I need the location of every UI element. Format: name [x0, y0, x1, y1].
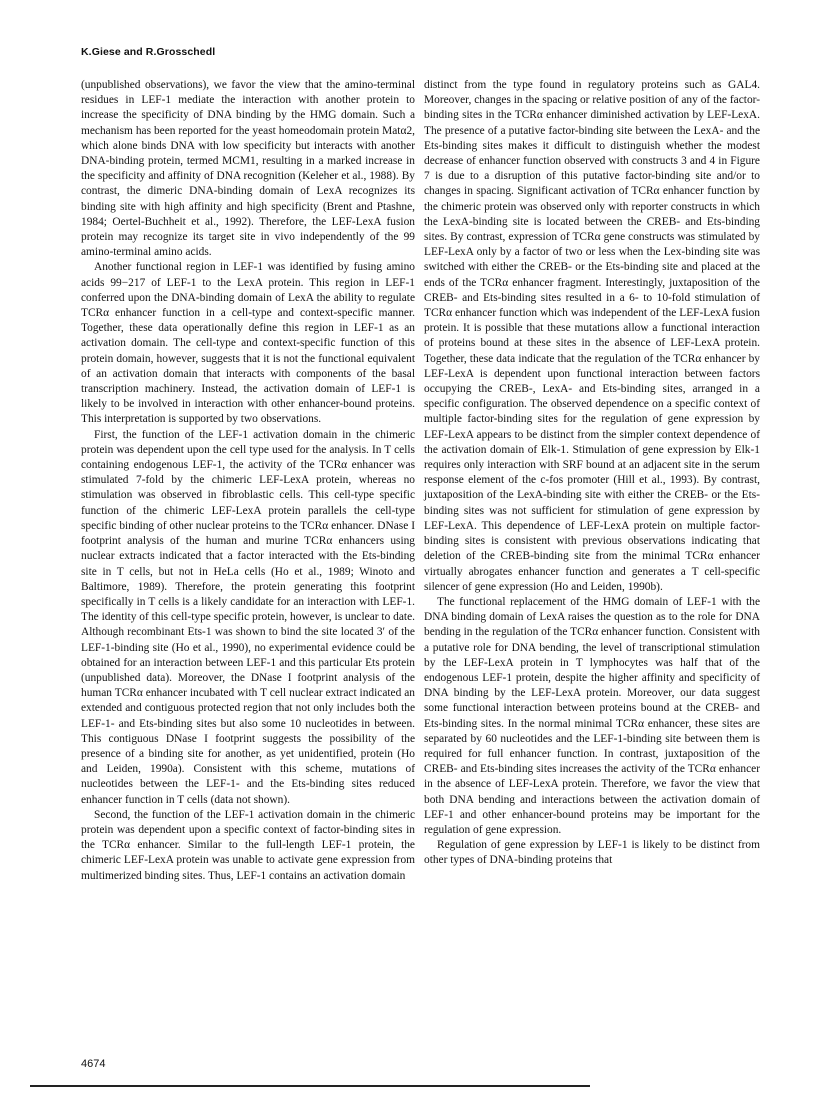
paragraph: First, the function of the LEF-1 activation domain in the chimeric protein was dependent upon the cell type used for the analysis. In T cells containing endogenous LEF-1, the activity of the TCRα enhancer was stimulated 7-fold by the chimeric LEF-LexA protein, whereas no stimulation was observed in fibroblastic cells. This cell-type specific function of the chimeric LEF-LexA protein parallels the cell-type specific binding of other nuclear proteins to the TCRα enhancer. DNase I footprint analysis of the human and murine TCRα enhancers using nuclear extracts indicated that a factor interacted with the Ets-binding site in T cells, but not in HeLa cells (Ho et al., 1989; Winoto and Baltimore, 1989). Therefore, the protein generating this footprint specifically in T cells is a likely candidate for an interaction with LEF-1. The identity of this cell-type specific protein, however, is unclear to date. Although recombinant Ets-1 was shown to bind the site located 3′ of the LEF-1-binding site (Ho et al., 1990), no experimental evidence could be obtained for an interaction between LEF-1 and this particular Ets protein (unpublished data). Moreover, the DNase I footprint analysis of the human TCRα enhancer incubated with T cell nuclear extract indicated an extended and contiguous protected region that not only includes both the LEF-1- and Ets-binding sites but also some 10 nucleotides in between. This contiguous DNase I footprint suggests the possibility of the presence of a binding site for another, as yet unidentified, protein (Ho and Leiden, 1990a). Consistent with this scheme, mutations of nucleotides between the LEF-1- and the Ets-binding sites reduced enhancer function in T cells (data not shown).: [81, 428, 415, 806]
running-header: K.Giese and R.Grosschedl: [81, 46, 216, 58]
footer-rule: [30, 1085, 590, 1087]
paragraph: (unpublished observations), we favor the view that the amino-terminal residues in LEF-1 mediate the interaction with another protein to increase the specificity of DNA binding by the HMG domain. Such a mechanism has been reported for the yeast homeodomain protein Matα2, which alone binds DNA with low specificity but interacts with another DNA-binding protein, termed MCM1, resulting in a marked increase in the specificity and affinity of DNA recognition (Keleher et al., 1988). By contrast, the dimeric DNA-binding domain of LexA recognizes its binding site with high affinity and high specificity (Brent and Ptashne, 1984; Oertel-Buchheit et al., 1992). Therefore, the LEF-LexA fusion protein may recognize its target site in vivo independently of the 99 amino-terminal amino acids.: [81, 79, 415, 259]
paragraph: Second, the function of the LEF-1 activation domain in the chimeric protein was dependent upon a specific context of factor-binding sites in the TCRα enhancer. Similar to the full-length LEF-1 protein, the chimeric LEF-LexA protein was unable to activate gene expression from multimerized binding sites. Thus, LEF-1 contains an activation domain: [81, 808, 415, 882]
page-number: 4674: [81, 1058, 106, 1070]
left-column: [81, 78, 415, 884]
paragraph: Regulation of gene expression by LEF-1 is likely to be distinct from other types of DNA-binding proteins that: [424, 839, 760, 867]
right-column: [424, 78, 760, 869]
paragraph: The functional replacement of the HMG domain of LEF-1 with the DNA binding domain of LexA raises the question as to the role for DNA bending in the regulation of the TCRα enhancer function. Consistent with a putative role for DNA bending, the level of transcriptional stimulation by the LEF-LexA protein in T lymphocytes was half that of the endogenous LEF-1 protein, despite the higher affinity and specificity of DNA binding by the LEF-LexA protein. Moreover, our data suggest some functional interaction between proteins bound at the CREB- and Ets-binding sites. In the normal minimal TCRα enhancer, these sites are separated by 60 nucleotides and the LEF-1-binding site between them is required for full enhancer function. In contrast, juxtaposition of the CREB- and Ets-binding sites increases the activity of the TCRα enhancer in the absence of LEF-LexA protein. Therefore, we favor the view that both DNA bending and interactions between the activation domain of LEF-1 and other enhancer-bound proteins may be important for the regulation of gene expression.: [424, 595, 760, 836]
paragraph: Another functional region in LEF-1 was identified by fusing amino acids 99−217 of LEF-1 to the LexA protein. This region in LEF-1 conferred upon the DNA-binding domain of LexA the ability to regulate TCRα enhancer function in a cell-type and context-specific manner. Together, these data operationally define this region in LEF-1 as an activation domain. The cell-type and context-specific function of this protein domain, however, suggests that it is not the functional equivalent of an activation domain that interacts with components of the basal transcription machinery. Instead, the activation domain of LEF-1 is likely to be involved in interaction with other enhancer-bound proteins. This interpretation is supported by two observations.: [81, 261, 415, 426]
paragraph: distinct from the type found in regulatory proteins such as GAL4. Moreover, changes in the spacing or relative position of any of the factor-binding sites in the TCRα enhancer diminished activation by LEF-LexA. The presence of a putative factor-binding site between the LexA- and the Ets-binding sites makes it difficult to distinguish whether the modest decrease of enhancer function observed with constructs 3 and 4 in Figure 7 is due to a disruption of this putative factor-binding site and/or to changes in spacing. Significant activation of TCRα enhancer function by the chimeric protein was observed only with reporter constructs in which the LexA-binding site is located between the CREB- and Ets-binding sites. By contrast, expression of TCRα gene constructs was stimulated by LEF-LexA only by a factor of two or less when the Lex-binding site was switched with either the CREB- or the Ets-binding site and placed at the ends of the TCRα enhancer fragment. Interestingly, juxtaposition of the CREB- and Ets-binding sites resulted in a 6- to 10-fold stimulation of TCRα enhancer function which was independent of the LEF-LexA fusion protein. It is possible that these mutations allow a functional interaction of proteins bound at these sites in the absence of LEF-LexA protein. Together, these data indicate that the regulation of the TCRα enhancer by LEF-LexA is dependent upon functional interaction between factors occupying the CREB-, LexA- and Ets-binding sites, arranged in a specific configuration. The observed dependence on a specific context of multiple factor-binding sites for the regulation of gene expression by LEF-LexA appears to be distinct from the simpler context dependence of the activation domain of Elk-1. Stimulation of gene expression by Elk-1 requires only interaction with SRF bound at an adjacent site in the serum response element of the c-fos promoter (Hill et al., 1993). By contrast, juxtaposition of the LexA-binding site with either the CREB- or the Ets-binding sites was not sufficient for stimulation of gene expression by LEF-LexA. This dependence of LEF-LexA protein on multiple factor-binding sites is consistent with previous observations indicating that deletion of the CREB-binding site from the minimal TCRα enhancer virtually abrogates enhancer function and generates a T cell-specific silencer of gene expression (Ho and Leiden, 1990b).: [424, 79, 760, 593]
